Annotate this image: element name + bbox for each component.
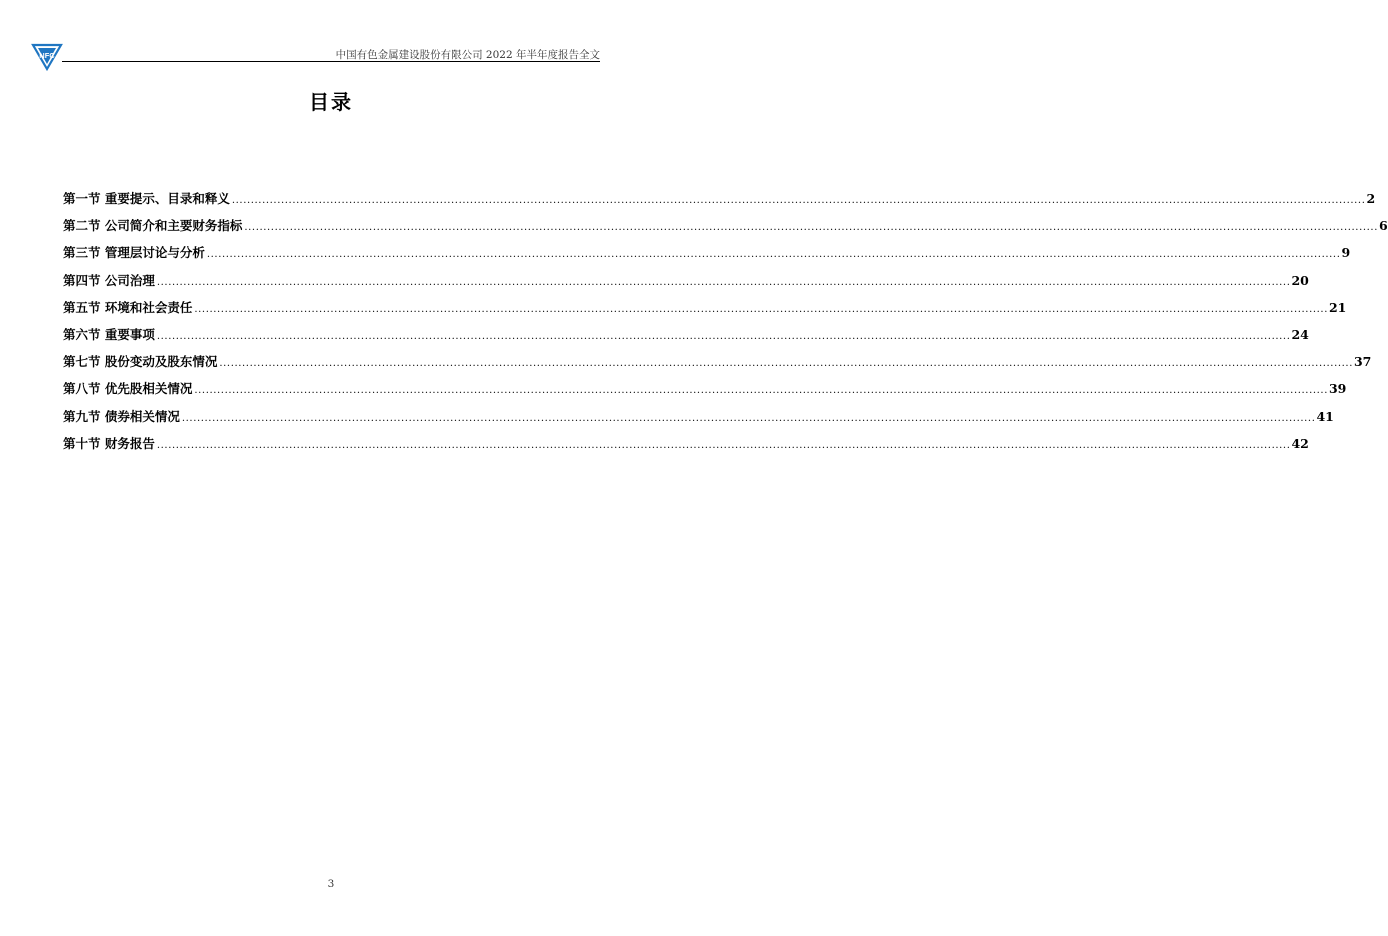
toc-entry-page: 9 bbox=[1341, 245, 1351, 261]
header-divider bbox=[62, 61, 600, 62]
nfc-logo-icon bbox=[32, 44, 62, 70]
logo-text: NFC bbox=[39, 51, 55, 60]
toc-entry-page: 2 bbox=[1366, 191, 1376, 206]
toc-leader-dots: ............................................................................................................................................................................................................................................................................................................ bbox=[206, 249, 1341, 261]
toc-entry[interactable] bbox=[63, 271, 1309, 298]
toc-entry[interactable] bbox=[63, 243, 1351, 270]
toc-leader-dots: ............................................................................................................................................................................................................................................................................................................ bbox=[156, 439, 1291, 451]
toc-entry-page: 6 bbox=[1378, 218, 1388, 234]
toc-entry[interactable] bbox=[63, 298, 1347, 325]
toc-leader-dots: ............................................................................................................................................................................................................................................................................................................ bbox=[231, 195, 1366, 206]
page-number: 3 bbox=[327, 878, 335, 890]
toc-entry-label: 第五节 环境和社会责任 bbox=[63, 299, 193, 315]
toc-entry[interactable] bbox=[63, 434, 1309, 461]
toc-entry-label: 第四节 公司治理 bbox=[63, 272, 155, 288]
toc-entry-label: 第八节 优先股相关情况 bbox=[63, 381, 193, 397]
toc-entry-page: 42 bbox=[1291, 435, 1309, 451]
toc-entry[interactable] bbox=[63, 407, 1334, 434]
toc-entry-label: 第七节 股份变动及股东情况 bbox=[63, 354, 218, 370]
toc-entry-label: 第二节 公司简介和主要财务指标 bbox=[63, 218, 243, 234]
toc-leader-dots: ............................................................................................................................................................................................................................................................................................................ bbox=[244, 222, 1378, 234]
toc-entry[interactable] bbox=[63, 352, 1372, 379]
toc-leader-dots: ............................................................................................................................................................................................................................................................................................................ bbox=[194, 303, 1328, 315]
toc-entry-page: 21 bbox=[1328, 299, 1347, 315]
toc-leader-dots: ............................................................................................................................................................................................................................................................................................................ bbox=[181, 412, 1316, 424]
toc-entry[interactable] bbox=[63, 189, 1376, 216]
toc-entry-label: 第十节 财务报告 bbox=[63, 435, 155, 451]
toc-entry[interactable] bbox=[63, 325, 1309, 352]
header-report-title: 中国有色金属建设股份有限公司 2022 年半年度报告全文 bbox=[335, 49, 600, 61]
toc-entry-label: 第六节 重要事项 bbox=[63, 326, 155, 342]
toc-leader-dots: ............................................................................................................................................................................................................................................................................................................ bbox=[194, 385, 1328, 397]
page-title: 目录 bbox=[309, 90, 353, 114]
toc-leader-dots: ............................................................................................................................................................................................................................................................................................................ bbox=[156, 330, 1291, 342]
toc-entry-page: 39 bbox=[1328, 381, 1347, 397]
toc-entry-label: 第九节 债券相关情况 bbox=[63, 408, 180, 424]
toc-entry-label: 第三节 管理层讨论与分析 bbox=[63, 245, 205, 261]
toc-entry-page: 24 bbox=[1291, 326, 1309, 342]
toc-entry-label: 第一节 重要提示、目录和释义 bbox=[63, 191, 230, 206]
toc-entry-page: 37 bbox=[1353, 354, 1372, 370]
toc-entry-page: 20 bbox=[1291, 272, 1309, 288]
table-of-contents bbox=[63, 189, 1388, 461]
page-header bbox=[32, 44, 600, 70]
toc-entry[interactable] bbox=[63, 216, 1388, 243]
toc-entry[interactable] bbox=[63, 379, 1347, 406]
toc-entry-page: 41 bbox=[1316, 408, 1334, 424]
toc-leader-dots: ............................................................................................................................................................................................................................................................................................................ bbox=[219, 358, 1353, 370]
toc-leader-dots: ............................................................................................................................................................................................................................................................................................................ bbox=[156, 276, 1291, 288]
